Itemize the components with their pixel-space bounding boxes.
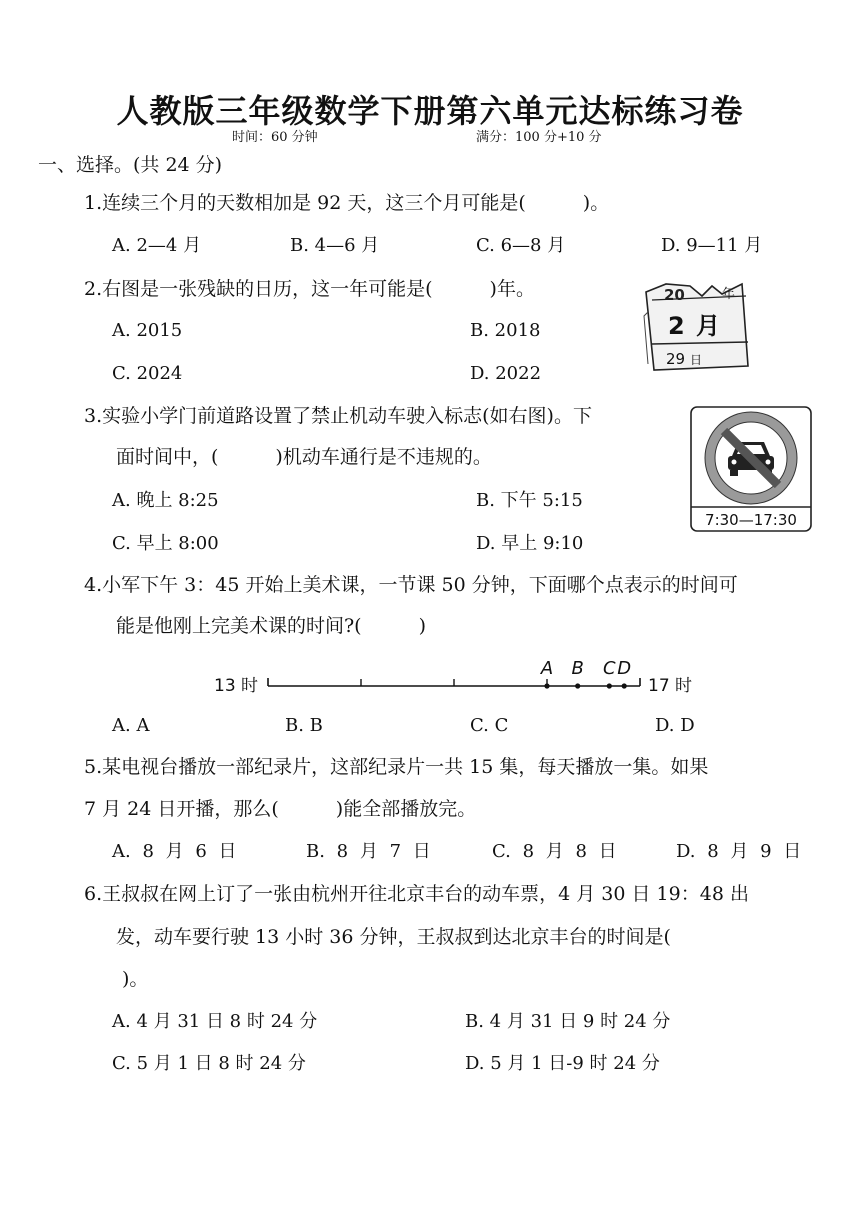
option-a: A. 4 月 31 日 8 时 24 分 xyxy=(112,1011,318,1032)
option-d: D. 5 月 1 日-9 时 24 分 xyxy=(465,1053,660,1074)
question-text: 2.右图是一张残缺的日历，这一年可能是( )年。 xyxy=(84,278,535,300)
option-d: D. 早上 9:10 xyxy=(476,533,584,554)
calendar-day: 29 xyxy=(666,350,686,368)
option-d: D. D xyxy=(655,715,695,736)
calendar-year-prefix: 20 xyxy=(664,286,685,304)
option-d: D. 8 月 9 日 xyxy=(676,841,802,862)
option-b: B. 2018 xyxy=(470,320,541,341)
timeline-figure xyxy=(200,652,710,698)
timeline-point-d xyxy=(622,683,627,688)
option-a: A. A xyxy=(112,715,150,736)
option-b: B. 下午 5:15 xyxy=(476,490,583,511)
option-c: C. 8 月 8 日 xyxy=(492,841,617,862)
option-b: B. 4—6 月 xyxy=(290,235,380,256)
calendar-day-char: 日 xyxy=(690,353,703,367)
question-text: 4.小军下午 3：45 开始上美术课，一节课 50 分钟，下面哪个点表示的时间可 xyxy=(84,574,738,596)
option-b: B. 8 月 7 日 xyxy=(306,841,431,862)
sign-hours: 7:30—17:30 xyxy=(705,511,797,529)
option-c: C. 2024 xyxy=(112,363,183,384)
option-c: C. 6—8 月 xyxy=(476,235,566,256)
question-text: 5.某电视台播放一部纪录片，这部纪录片一共 15 集，每天播放一集。如果 xyxy=(84,756,709,778)
timeline-point-a xyxy=(544,683,549,688)
torn-calendar-figure xyxy=(638,278,754,374)
option-d: D. 2022 xyxy=(470,363,542,384)
calendar-month-char: 月 xyxy=(696,312,720,340)
timeline-point-label: D xyxy=(617,658,632,679)
question-text: 1.连续三个月的天数相加是 92 天，这三个月可能是( )。 xyxy=(84,192,610,214)
timeline-point-b xyxy=(575,683,580,688)
option-b: B. 4 月 31 日 9 时 24 分 xyxy=(465,1011,671,1032)
question-text: )。 xyxy=(122,968,149,990)
no-motor-vehicles-sign xyxy=(690,406,812,532)
page-title: 人教版三年级数学下册第六单元达标练习卷 xyxy=(116,92,744,130)
section-heading: 一、选择。(共 24 分) xyxy=(38,154,223,176)
timeline-start-label: 13 时 xyxy=(214,676,259,696)
timeline-point-label: C xyxy=(603,658,616,679)
option-c: C. 早上 8:00 xyxy=(112,533,219,554)
exam-time: 时间：60 分钟 xyxy=(232,130,318,145)
option-d: D. 9—11 月 xyxy=(661,235,763,256)
calendar-month: 2 xyxy=(668,312,685,340)
question-text: 3.实验小学门前道路设置了禁止机动车驶入标志(如右图)。下 xyxy=(84,405,592,427)
question-text: 能是他刚上完美术课的时间?( ) xyxy=(116,615,427,637)
option-b: B. B xyxy=(285,715,323,736)
timeline-end-label: 17 时 xyxy=(648,676,693,696)
exam-score: 满分：100 分+10 分 xyxy=(476,130,602,145)
timeline-point-label: B xyxy=(571,658,584,679)
question-text: 发，动车要行驶 13 小时 36 分钟，王叔叔到达北京丰台的时间是( xyxy=(116,926,671,948)
option-c: C. C xyxy=(470,715,509,736)
timeline-point-c xyxy=(607,683,612,688)
timeline-point-label: A xyxy=(540,658,554,679)
question-text: 6.王叔叔在网上订了一张由杭州开往北京丰台的动车票，4 月 30 日 19：48 出 xyxy=(84,883,749,905)
question-text: 面时间中，( )机动车通行是不违规的。 xyxy=(116,446,492,468)
option-a: A. 2015 xyxy=(112,320,183,341)
calendar-year-char: 年 xyxy=(722,287,736,302)
option-a: A. 8 月 6 日 xyxy=(112,841,237,862)
question-text: 7 月 24 日开播，那么( )能全部播放完。 xyxy=(84,798,477,820)
option-c: C. 5 月 1 日 8 时 24 分 xyxy=(112,1053,306,1074)
option-a: A. 晚上 8:25 xyxy=(112,490,219,511)
option-a: A. 2—4 月 xyxy=(112,235,202,256)
